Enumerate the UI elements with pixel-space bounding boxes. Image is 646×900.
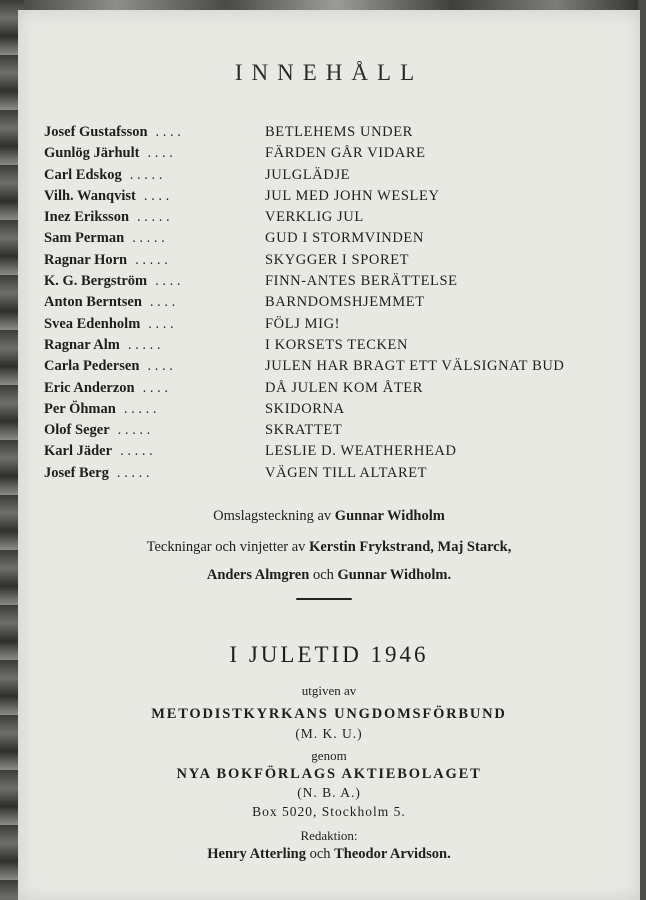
toc-leader-dots: . . . .	[149, 294, 176, 311]
toc-leader-dots: . . . . .	[135, 251, 168, 268]
toc-row	[44, 337, 634, 358]
toc-story-title: DÅ JULEN KOM ÅTER	[265, 379, 424, 396]
toc-row	[44, 443, 634, 464]
drawings-conjunction: och	[309, 567, 338, 583]
toc-story-title: JUL MED JOHN WESLEY	[265, 187, 440, 204]
drawings-artist-name-2: Anders Almgren	[206, 567, 310, 583]
toc-author: Carla Pedersen	[44, 358, 140, 375]
toc-author: Carl Edskog	[44, 166, 122, 183]
toc-row	[44, 401, 634, 422]
publisher-abbreviation: (N. B. A.)	[297, 785, 361, 800]
table-of-contents	[44, 124, 634, 486]
toc-leader-dots: . . . .	[155, 273, 181, 290]
page-title: INNEHÅLL	[234, 60, 424, 85]
toc-story-title: FINN-ANTES BERÄTTELSE	[265, 273, 458, 290]
toc-row	[44, 465, 634, 486]
issued-by-text: utgiven av	[301, 683, 357, 698]
toc-author: Eric Anderzon	[44, 379, 135, 396]
toc-author: Svea Edenholm	[44, 315, 141, 332]
toc-story-title: VERKLIG JUL	[265, 209, 364, 226]
toc-author: Anton Berntsen	[44, 294, 142, 311]
toc-row	[44, 230, 634, 251]
toc-author: K. G. Bergström	[44, 273, 148, 290]
toc-row	[44, 316, 634, 337]
cover-credit	[18, 508, 640, 525]
publication-heading: I JULETID 1946	[229, 642, 429, 667]
publisher-name: NYA BOKFÖRLAGS AKTIEBOLAGET	[176, 766, 482, 782]
toc-row	[44, 422, 634, 443]
toc-story-title: FÄRDEN GÅR VIDARE	[265, 145, 426, 162]
drawings-artist-name-3: Gunnar Widholm.	[337, 567, 452, 583]
toc-author: Olof Seger	[44, 422, 110, 439]
toc-row	[44, 124, 634, 145]
toc-leader-dots: . . . .	[148, 315, 174, 332]
drawings-credit	[18, 539, 640, 556]
organization-abbreviation: (M. K. U.)	[295, 726, 363, 741]
toc-leader-dots: . . . .	[155, 124, 181, 140]
toc-author: Karl Jäder	[44, 443, 113, 460]
toc-story-title: SKYGGER I SPORET	[265, 251, 410, 268]
editors-line	[18, 846, 640, 863]
toc-row	[44, 252, 634, 273]
cover-credit-label: Omslagsteckning av	[213, 508, 335, 524]
toc-leader-dots: . . . . .	[117, 422, 151, 439]
editors-conjunction: och	[305, 846, 335, 862]
toc-author: Inez Eriksson	[44, 209, 130, 226]
toc-leader-dots: . . . . .	[132, 230, 165, 247]
toc-leader-dots: . . . . .	[123, 400, 157, 417]
toc-leader-dots: . . . . .	[120, 443, 153, 460]
toc-story-title: JULGLÄDJE	[265, 166, 351, 183]
toc-leader-dots: . . . .	[147, 145, 173, 162]
toc-story-title: FÖLJ MIG!	[265, 315, 341, 332]
toc-story-title: LESLIE D. WEATHERHEAD	[265, 443, 457, 460]
via-text: genom	[311, 748, 347, 763]
toc-row	[44, 209, 634, 230]
editor-name-2: Theodor Arvidson.	[334, 846, 451, 862]
editorial-label: Redaktion:	[300, 828, 358, 843]
toc-story-title: BARNDOMSHJEMMET	[265, 294, 425, 311]
toc-leader-dots: . . . . .	[129, 166, 163, 183]
toc-story-title: BETLEHEMS UNDER	[265, 124, 413, 140]
toc-author: Josef Gustafsson	[44, 124, 148, 140]
editor-name-1: Henry Atterling	[207, 846, 306, 862]
decorative-divider	[296, 598, 352, 600]
toc-row	[44, 167, 634, 188]
cover-artist-name: Gunnar Widholm	[334, 508, 445, 524]
toc-author: Vilh. Wanqvist	[44, 187, 136, 204]
toc-story-title: VÄGEN TILL ALTARET	[265, 464, 428, 481]
toc-row	[44, 294, 634, 315]
toc-leader-dots: . . . . .	[137, 209, 170, 226]
toc-leader-dots: . . . .	[142, 379, 168, 396]
document-page	[18, 10, 640, 900]
toc-leader-dots: . . . . .	[116, 464, 150, 481]
toc-story-title: SKRATTET	[265, 422, 343, 439]
organization-name: METODISTKYRKANS UNGDOMSFÖRBUND	[151, 706, 507, 722]
toc-story-title: JULEN HAR BRAGT ETT VÄLSIGNAT BUD	[265, 358, 565, 375]
toc-leader-dots: . . . . .	[127, 336, 161, 353]
toc-leader-dots: . . . .	[147, 358, 173, 375]
toc-author: Sam Perman	[44, 230, 125, 247]
toc-row	[44, 380, 634, 401]
toc-story-title: I KORSETS TECKEN	[265, 336, 409, 353]
toc-row	[44, 358, 634, 379]
drawings-artist-names: Kerstin Frykstrand, Maj Starck,	[309, 539, 512, 555]
toc-leader-dots: . . . .	[143, 187, 170, 204]
drawings-credit-label: Teckningar och vinjetter av	[146, 539, 310, 555]
toc-author: Per Öhman	[44, 400, 116, 417]
toc-row	[44, 145, 634, 166]
toc-author: Josef Berg	[44, 464, 109, 481]
toc-row	[44, 188, 634, 209]
toc-author: Ragnar Horn	[44, 251, 128, 268]
publisher-address: Box 5020, Stockholm 5.	[252, 804, 406, 819]
toc-story-title: SKIDORNA	[265, 400, 345, 417]
toc-author: Ragnar Alm	[44, 336, 120, 353]
drawings-credit-continued	[18, 567, 640, 584]
toc-author: Gunlög Järhult	[44, 145, 140, 162]
toc-row	[44, 273, 634, 294]
toc-story-title: GUD I STORMVINDEN	[265, 230, 424, 247]
